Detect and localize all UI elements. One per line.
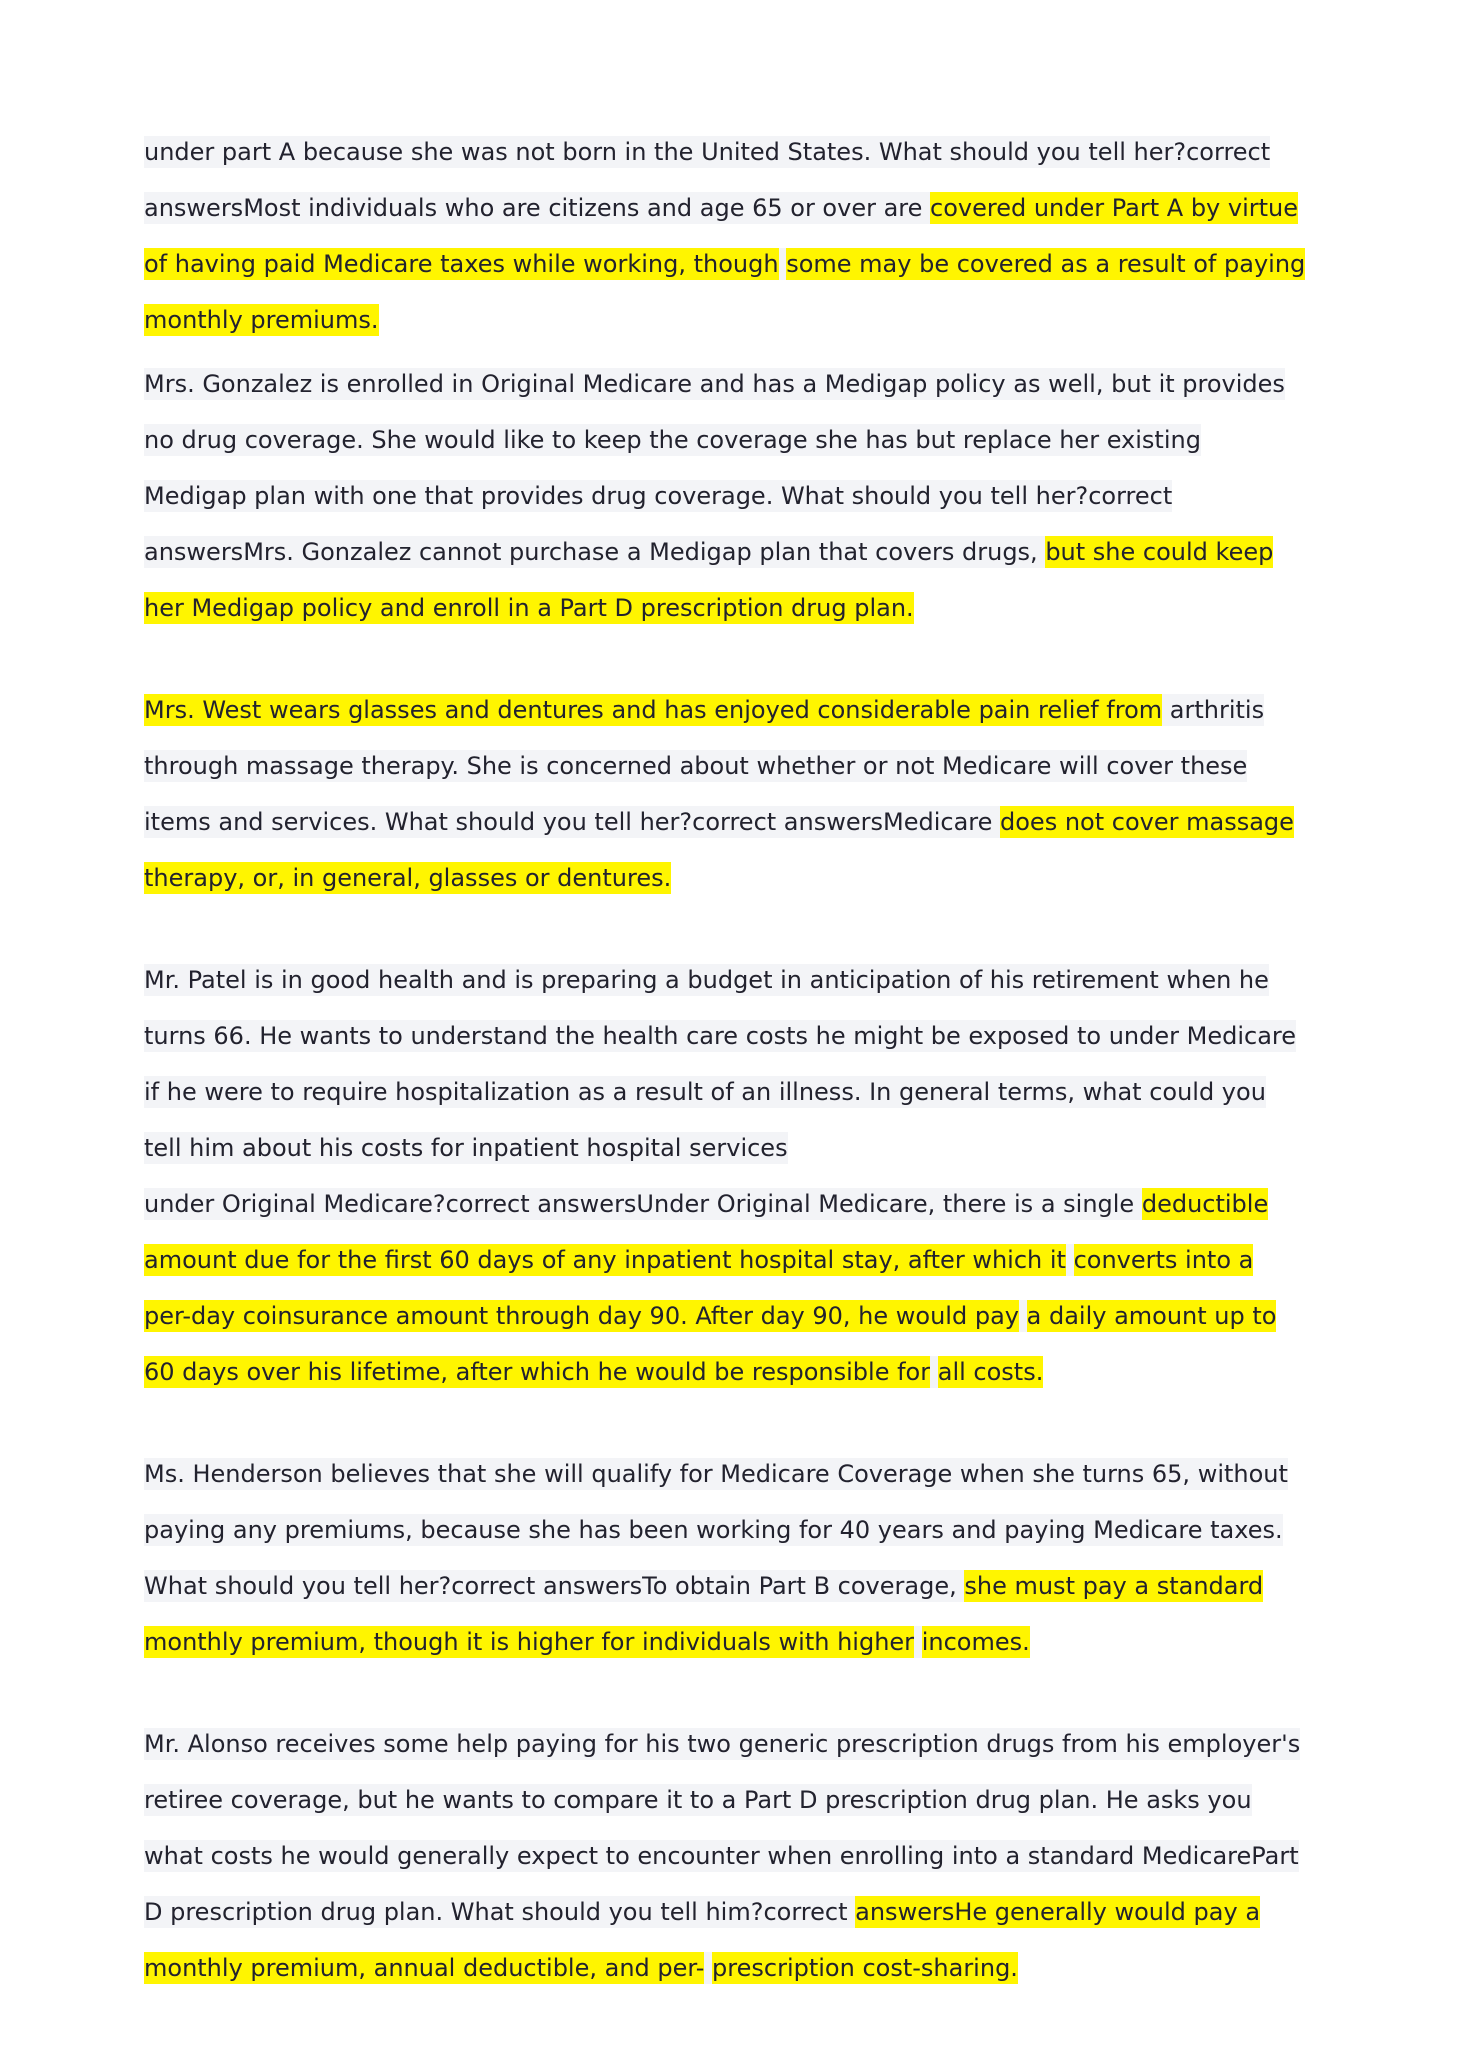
text-line: [144, 535, 1273, 569]
highlighted-text: but she could keep: [1045, 538, 1274, 566]
text-line: [144, 749, 1247, 783]
text-segment: answersMost individuals who are citizens and age 65 or over are: [144, 194, 931, 222]
text-line: [144, 479, 1172, 513]
highlighted-text: monthly premium, annual deductible, and per-: [144, 1954, 705, 1982]
highlighted-text: of having paid Medicare taxes while working, though: [144, 250, 779, 278]
highlighted-text: her Medigap policy and enroll in a Part D prescription drug plan.: [144, 594, 914, 622]
text-line: [144, 1569, 1263, 1603]
text-line: [144, 303, 379, 337]
highlighted-text: does not cover massage: [1000, 808, 1294, 836]
highlighted-text: per-day coinsurance amount through day 90. After day 90, he would pay: [144, 1302, 1019, 1330]
text-segment: what costs he would generally expect to encounter when enrolling into a standard MedicarePart: [144, 1842, 1299, 1870]
text-line: [144, 1513, 1283, 1547]
highlighted-text: therapy, or, in general, glasses or dentures.: [144, 864, 672, 892]
text-line: [144, 423, 1201, 457]
text-line: [144, 1951, 1018, 1985]
text-line: [144, 693, 1264, 727]
highlighted-text: a daily amount up to: [1026, 1302, 1277, 1330]
text-line: [144, 1783, 1252, 1817]
text-segment: turns 66. He wants to understand the health care costs he might be exposed to under Medicare: [144, 1022, 1297, 1050]
text-segment: What should you tell her?correct answersTo obtain Part B coverage,: [144, 1572, 965, 1600]
highlighted-text: deductible: [1141, 1190, 1269, 1218]
text-line: [144, 1839, 1299, 1873]
text-line: [144, 191, 1298, 225]
text-line: [144, 1131, 788, 1165]
text-line: [144, 367, 1285, 401]
text-segment: retiree coverage, but he wants to compare it to a Part D prescription drug plan. He asks you: [144, 1786, 1252, 1814]
text-line: [144, 1355, 1043, 1389]
text-line: [144, 1895, 1260, 1929]
text-line: [144, 861, 671, 895]
highlighted-text: covered under Part A by virtue: [930, 194, 1299, 222]
text-line: [144, 963, 1269, 997]
highlighted-text: answersHe generally would pay a: [855, 1898, 1261, 1926]
highlighted-text: monthly premiums.: [144, 306, 379, 334]
text-line: [144, 1075, 1266, 1109]
highlighted-text: incomes.: [921, 1628, 1030, 1656]
highlighted-text: some may be covered as a result of paying: [786, 250, 1306, 278]
text-line: [144, 247, 1305, 281]
highlighted-text: 60 days over his lifetime, after which he would be responsible for: [144, 1358, 931, 1386]
text-segment: answersMrs. Gonzalez cannot purchase a Medigap plan that covers drugs,: [144, 538, 1046, 566]
text-line: [144, 591, 914, 625]
text-line: [144, 805, 1294, 839]
text-line: [144, 1019, 1296, 1053]
text-segment: Medigap plan with one that provides drug coverage. What should you tell her?correct: [144, 482, 1173, 510]
text-segment: [930, 1356, 938, 1388]
text-segment: under Original Medicare?correct answersUnder Original Medicare, there is a single: [144, 1190, 1142, 1218]
highlighted-text: all costs.: [937, 1358, 1044, 1386]
text-segment: [1019, 1300, 1027, 1332]
text-line: [144, 1187, 1268, 1221]
text-segment: through massage therapy. She is concerned about whether or not Medicare will cover these: [144, 752, 1248, 780]
text-line: [144, 1457, 1288, 1491]
text-segment: [914, 1626, 922, 1658]
text-segment: tell him about his costs for inpatient hospital services: [144, 1134, 788, 1162]
text-line: [144, 1299, 1276, 1333]
highlighted-text: Mrs. West wears glasses and dentures and has enjoyed considerable pain relief from: [144, 696, 1163, 724]
highlighted-text: she must pay a standard: [964, 1572, 1264, 1600]
text-line: [144, 1625, 1030, 1659]
highlighted-text: monthly premium, though it is higher for individuals with higher: [144, 1628, 915, 1656]
text-segment: [704, 1952, 712, 1984]
text-segment: if he were to require hospitalization as a result of an illness. In general terms, what could you: [144, 1078, 1266, 1106]
text-segment: D prescription drug plan. What should you tell him?correct: [144, 1898, 856, 1926]
text-segment: Mrs. Gonzalez is enrolled in Original Medicare and has a Medigap policy as well, but it provides: [144, 370, 1285, 398]
text-segment: Mr. Alonso receives some help paying for his two generic prescription drugs from his employer's: [144, 1730, 1301, 1758]
text-line: [144, 1243, 1253, 1277]
highlighted-text: converts into a: [1073, 1246, 1254, 1274]
text-segment: arthritis: [1162, 696, 1265, 724]
highlighted-text: prescription cost-sharing.: [712, 1954, 1018, 1982]
text-segment: under part A because she was not born in the United States. What should you tell her?correct: [144, 138, 1271, 166]
text-line: [144, 1727, 1300, 1761]
text-segment: no drug coverage. She would like to keep the coverage she has but replace her existing: [144, 426, 1201, 454]
text-segment: paying any premiums, because she has been working for 40 years and paying Medicare taxes.: [144, 1516, 1283, 1544]
text-segment: [1066, 1244, 1074, 1276]
text-segment: Mr. Patel is in good health and is preparing a budget in anticipation of his retirement when he: [144, 966, 1269, 994]
text-segment: items and services. What should you tell her?correct answersMedicare: [144, 808, 1001, 836]
text-segment: Ms. Henderson believes that she will qualify for Medicare Coverage when she turns 65, without: [144, 1460, 1288, 1488]
text-line: [144, 135, 1270, 169]
highlighted-text: amount due for the first 60 days of any inpatient hospital stay, after which it: [144, 1246, 1066, 1274]
